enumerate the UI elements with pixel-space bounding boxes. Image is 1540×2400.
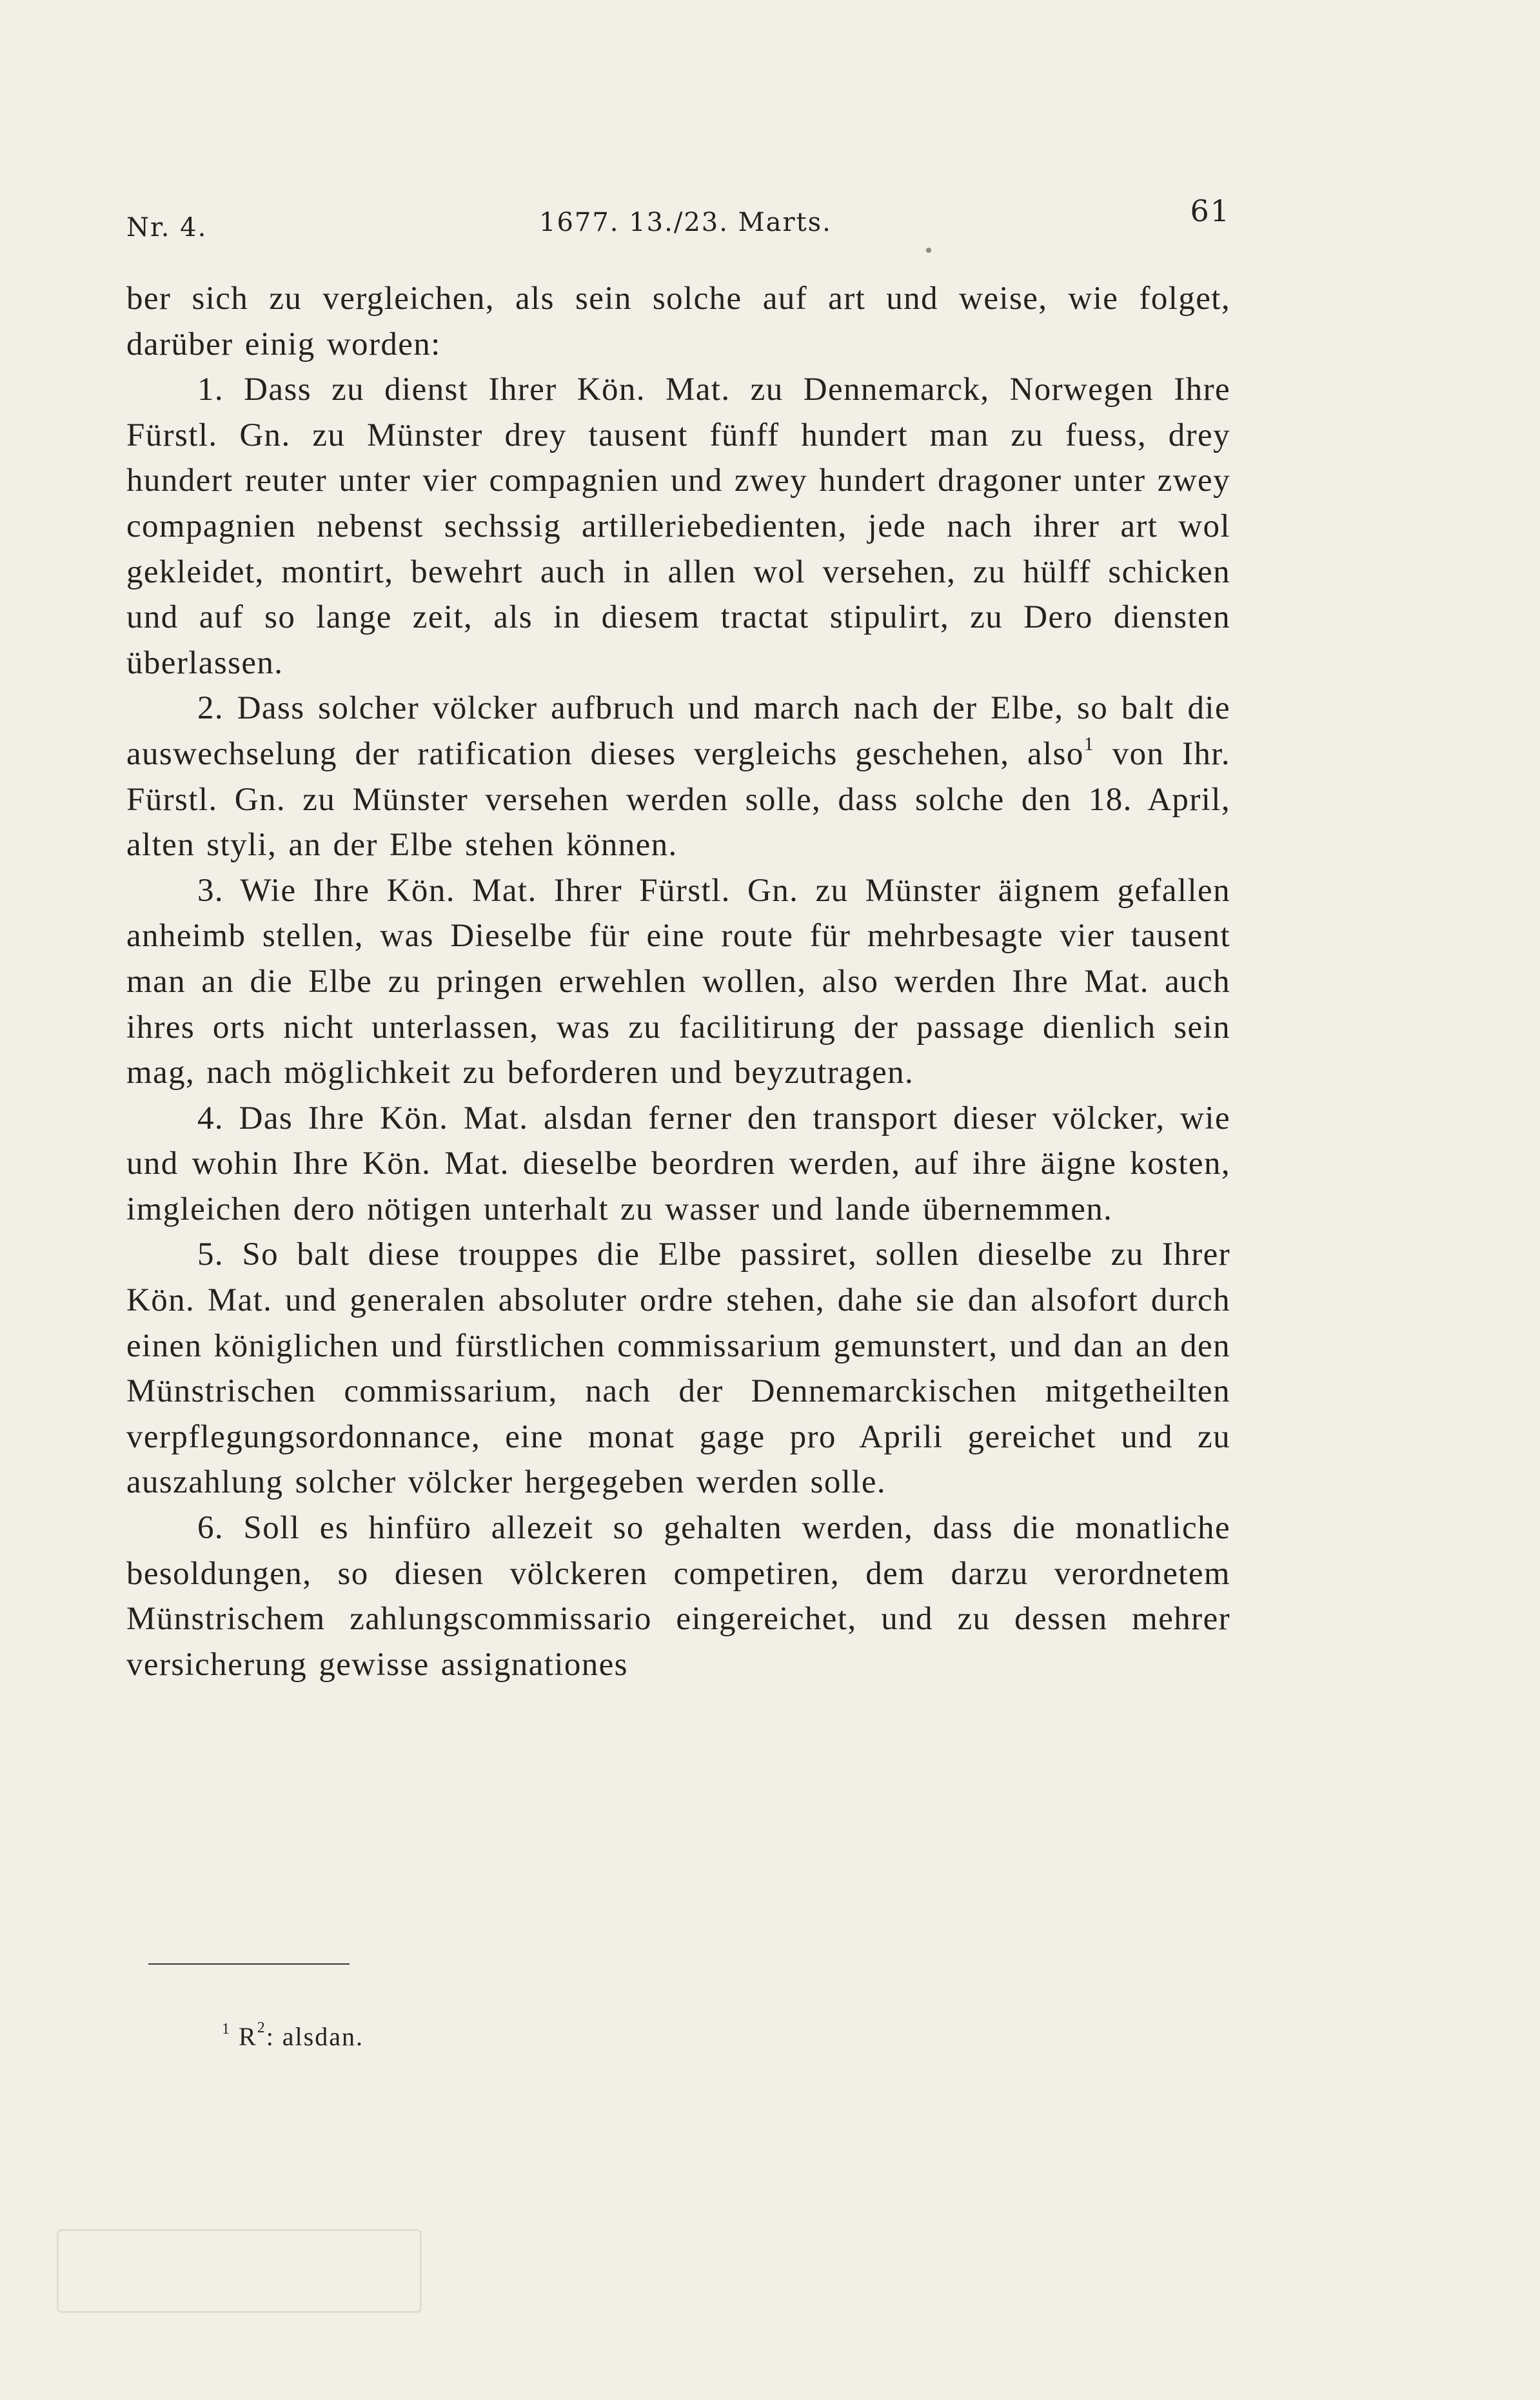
paragraph-6: 6. Soll es hinfüro allezeit so gehalten werden, dass die monatliche besoldungen, so diesen völckeren competiren, dem darzu verordnetem Münstrischem zahlungscommissario eingereichet, und zu dessen mehrer versicherung gewisse assignationes	[126, 1510, 1230, 1683]
paragraph-5: 5. So balt diese trouppes die Elbe passiret, sollen dieselbe zu Ihrer Kön. Mat. und generalen absoluter ordre stehen, dahe sie dan alsofort durch einen königlichen und fürstlichen commissarium gemunstert, und dan an den Münstrischen commissarium, nach der Dennemarckischen mitgetheilten verpflegungsordonnance, eine monat gage pro Aprili gereichet und zu auszahlung solcher völcker hergegeben werden solle.	[126, 1236, 1230, 1501]
speck-mark	[926, 248, 931, 253]
margin-stamp-outline	[57, 2229, 422, 2313]
paragraph-2	[126, 686, 1230, 868]
document-date: 1677. 13./23. Marts.	[539, 208, 832, 237]
footnote	[222, 2021, 364, 2052]
body-text	[126, 276, 1230, 1687]
footnote-label: R	[239, 2022, 257, 2051]
footnote-marker: 1	[222, 2021, 231, 2038]
paragraph-2-end: von Ihr. Fürstl. Gn. zu Münster versehen werden solle, dass solche den 18. April, alten styli, an der Elbe stehen können.	[126, 735, 1230, 864]
paragraph-3: 3. Wie Ihre Kön. Mat. Ihrer Fürstl. Gn. zu Münster äignem gefallen anheimb stellen, was Dieselbe für eine route für mehrbesagte vier tausent man an die Elbe zu pringen erwehlen wollen, also werden Ihre Mat. auch ihres orts nicht unterlassen, was zu facilitirung der passage dienlich sein mag, nach möglichkeit zu beforderen und beyzutragen.	[126, 872, 1230, 1091]
footnote-reference: 1	[1083, 733, 1095, 755]
paragraph-1: 1. Dass zu dienst Ihrer Kön. Mat. zu Dennemarck, Norwegen Ihre Fürstl. Gn. zu Münster drey tausent fünff hundert man zu fuess, drey hundert reuter unter vier compagnien und zwey hundert dragoner unter zwey compagnien nebenst sechssig artilleriebedienten, jede nach ihrer art wol gekleidet, montirt, bewehrt auch in allen wol versehen, zu hülff schicken und auf so lange zeit, als in diesem tractat stipulirt, zu Dero diensten überlassen.	[126, 372, 1230, 681]
paragraph-continuation: ber sich zu vergleichen, als sein solche auf art und weise, wie folget, darüber einig worden:	[126, 281, 1230, 362]
footnote-text: : alsdan.	[266, 2022, 364, 2051]
footnote-divider	[148, 1963, 350, 1965]
page-number: 61	[1190, 193, 1230, 228]
paragraph-2-start: 2. Dass solcher völcker aufbruch und march nach der Elbe, so balt die auswechselung der ratification dieses vergleichs geschehen, also	[126, 690, 1230, 772]
running-header	[126, 193, 1230, 245]
paragraph-4: 4. Das Ihre Kön. Mat. alsdan ferner den transport dieser völcker, wie und wohin Ihre Kön. Mat. dieselbe beordren werden, auf ihre äigne kosten, imgleichen dero nötigen unterhalt zu wasser und lande übernemmen.	[126, 1100, 1230, 1227]
footnote-label-superscript: 2	[257, 2019, 266, 2036]
document-number: Nr. 4.	[126, 213, 208, 243]
